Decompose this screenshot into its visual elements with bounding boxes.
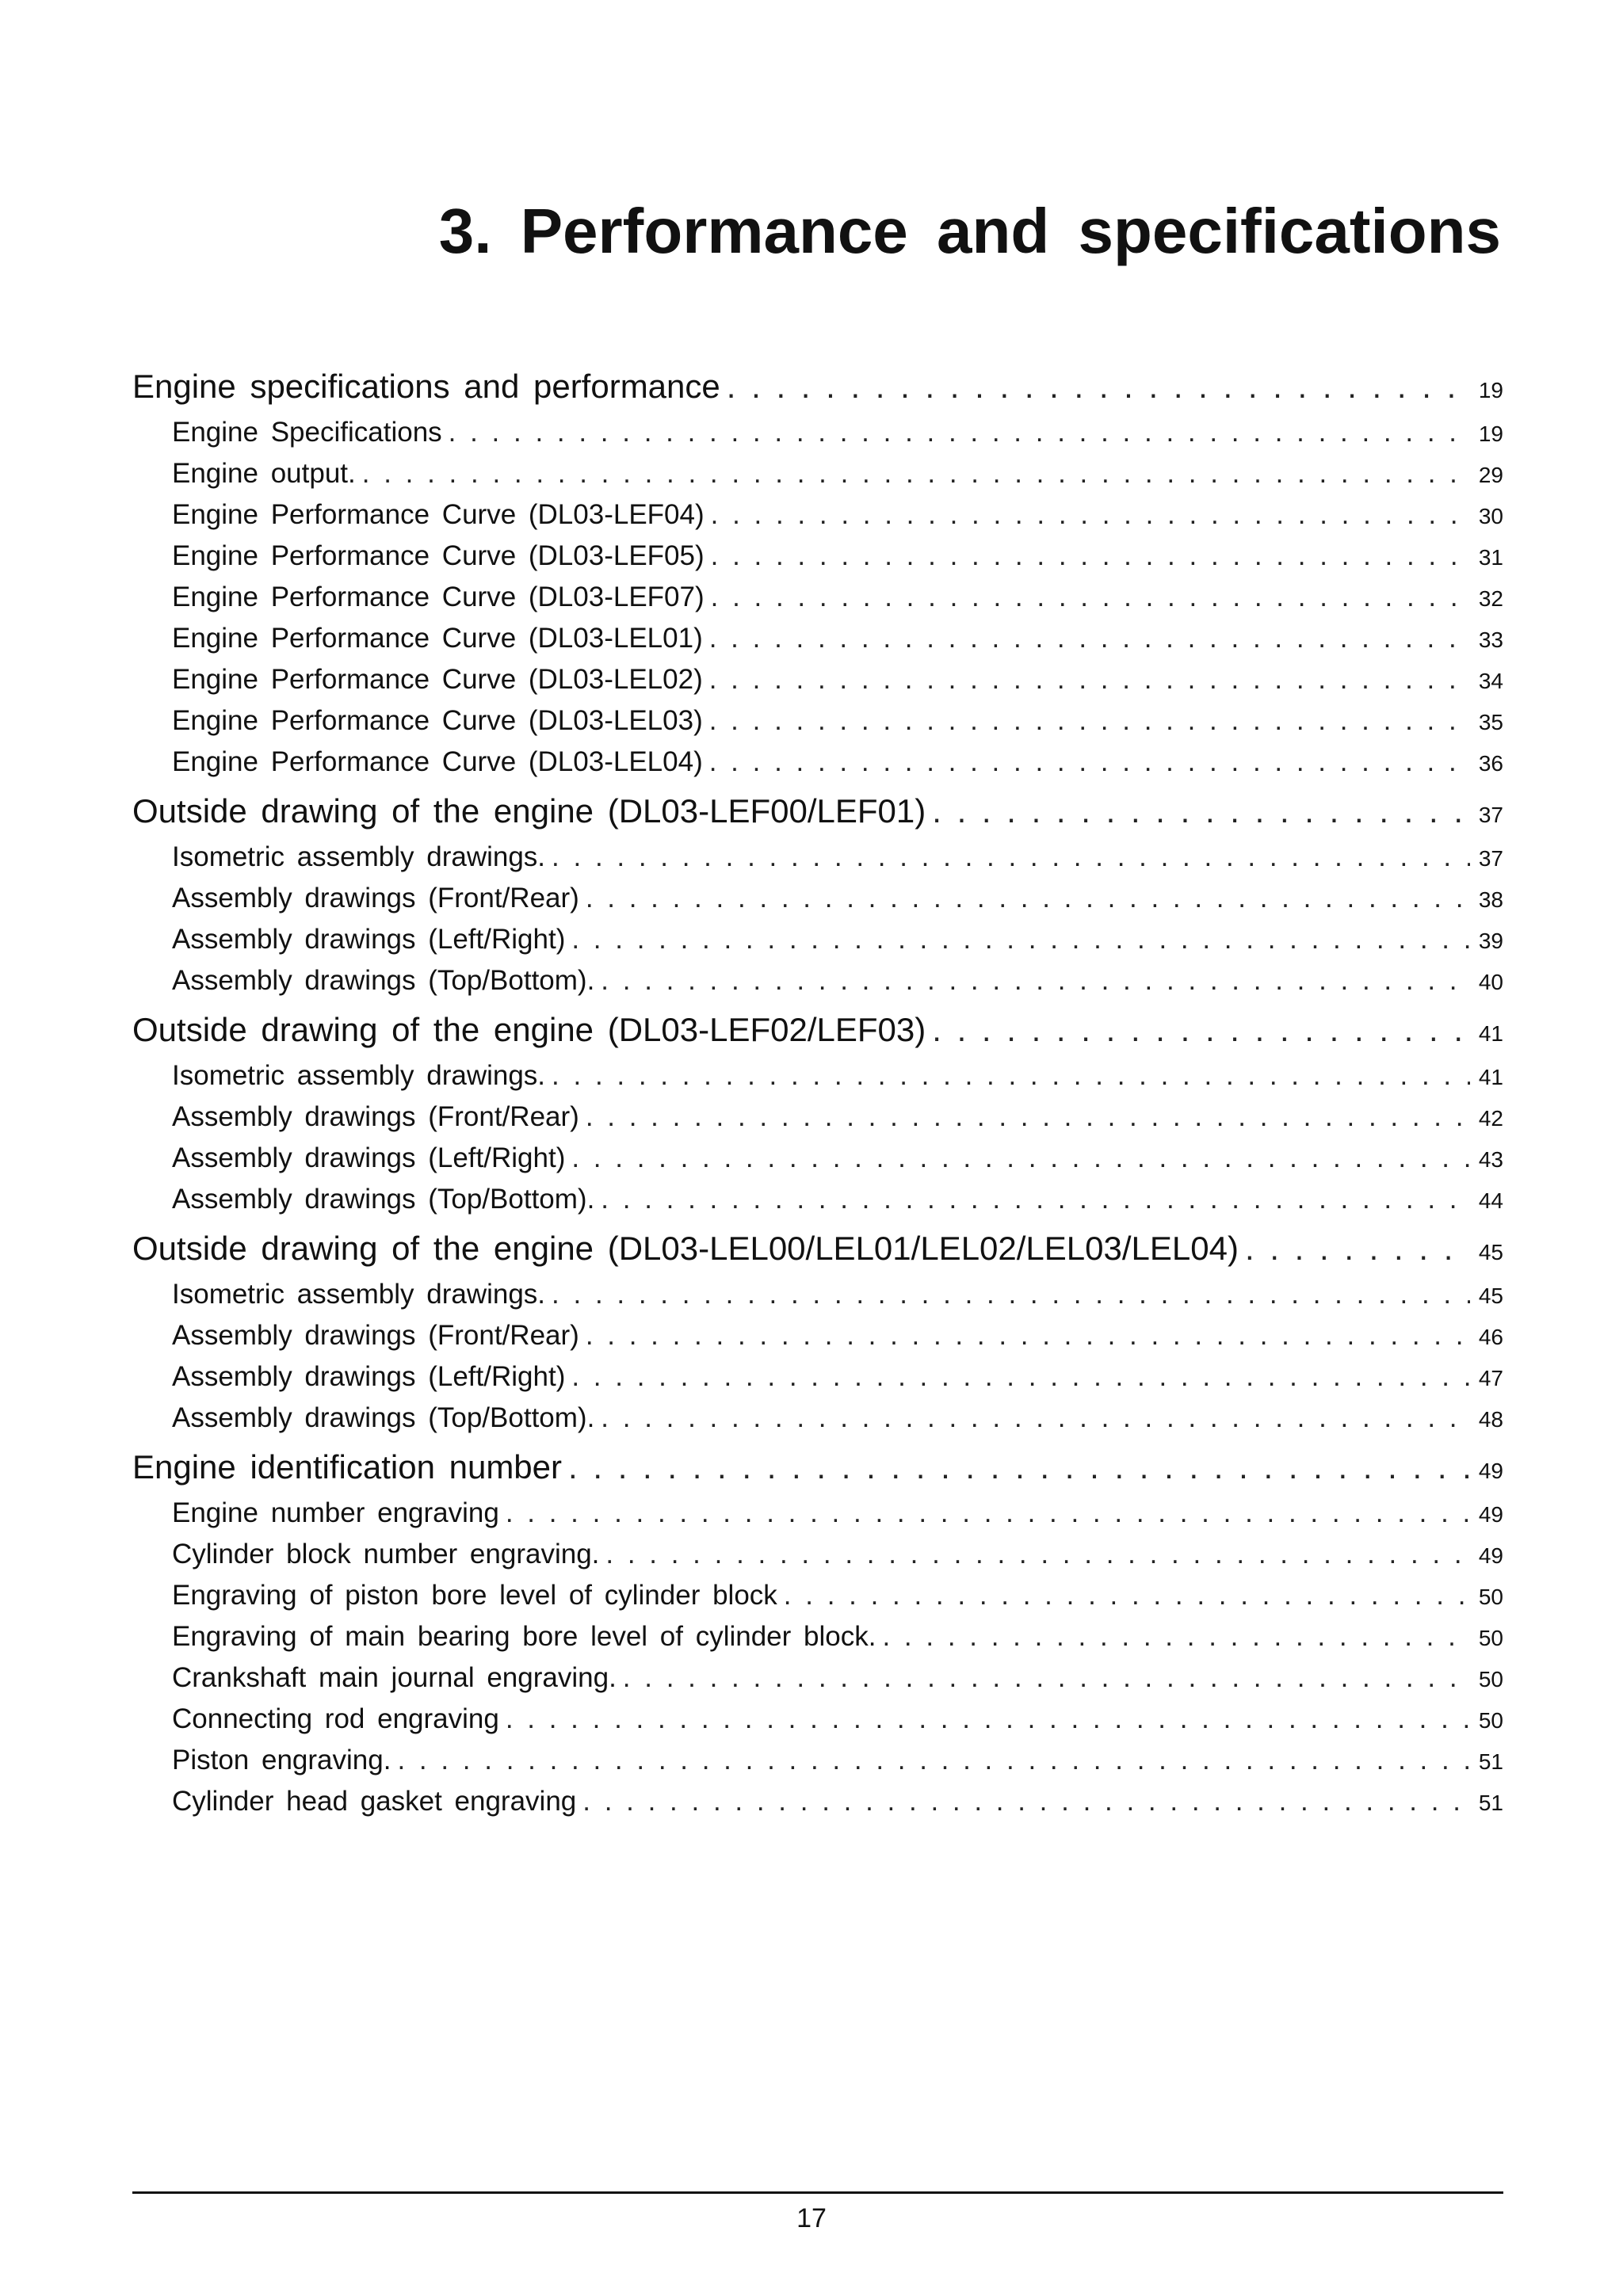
toc-entry-page-number: 41 — [1478, 1065, 1503, 1089]
toc-subsection-entry[interactable] — [132, 1740, 1503, 1781]
toc-section-entry[interactable] — [132, 1442, 1503, 1493]
dot-leader — [362, 453, 1470, 494]
toc-entry-page-number: 46 — [1478, 1325, 1503, 1349]
toc-entry-page-number: 33 — [1478, 627, 1503, 652]
toc-entry-page-number: 44 — [1478, 1188, 1503, 1213]
toc-entry-label: Cylinder block number engraving. — [172, 1539, 600, 1569]
toc-entry-page-number: 49 — [1478, 1459, 1503, 1483]
toc-subsection-entry[interactable] — [132, 1657, 1503, 1699]
dot-leader — [709, 618, 1470, 659]
toc-subsection-entry[interactable] — [132, 878, 1503, 919]
dot-leader — [711, 536, 1470, 577]
dot-leader — [586, 1315, 1470, 1356]
toc-entry-label: Engine Performance Curve (DL03-LEF05) — [172, 540, 705, 571]
toc-entry-page-number: 50 — [1478, 1585, 1503, 1609]
toc-subsection-entry[interactable] — [132, 1179, 1503, 1220]
toc-entry-label: Assembly drawings (Front/Rear) — [172, 1320, 579, 1351]
footer-divider — [132, 2191, 1503, 2194]
toc-entry-label: Engine Performance Curve (DL03-LEL03) — [172, 705, 703, 736]
toc-entry-page-number: 30 — [1478, 504, 1503, 528]
toc-entry-label: Engine Specifications — [172, 417, 442, 448]
toc-entry-page-number: 47 — [1478, 1366, 1503, 1390]
toc-entry-label: Engine identification number — [132, 1448, 563, 1486]
toc-subsection-entry[interactable] — [132, 700, 1503, 742]
toc-subsection-entry[interactable] — [132, 1534, 1503, 1575]
toc-entry-label: Assembly drawings (Front/Rear) — [172, 1101, 579, 1132]
toc-subsection-entry[interactable] — [132, 1398, 1503, 1439]
toc-entry-page-number: 50 — [1478, 1708, 1503, 1733]
toc-subsection-entry[interactable] — [132, 1274, 1503, 1315]
toc-entry-label: Outside drawing of the engine (DL03-LEL00/LEL01/LEL02/LEL03/LEL04) — [132, 1230, 1239, 1267]
dot-leader — [582, 1781, 1470, 1822]
toc-subsection-entry[interactable] — [132, 960, 1503, 1001]
toc-entry-label: Engine number engraving — [172, 1497, 499, 1528]
dot-leader — [506, 1699, 1470, 1740]
toc-subsection-entry[interactable] — [132, 1138, 1503, 1179]
dot-leader — [709, 700, 1470, 742]
dot-leader — [601, 960, 1470, 1001]
dot-leader — [571, 1138, 1470, 1179]
toc-entry-page-number: 35 — [1478, 710, 1503, 734]
toc-subsection-entry[interactable] — [132, 494, 1503, 536]
toc-subsection-entry[interactable] — [132, 1493, 1503, 1534]
toc-entry-page-number: 50 — [1478, 1667, 1503, 1691]
toc-subsection-entry[interactable] — [132, 919, 1503, 960]
toc-entry-label: Engine Performance Curve (DL03-LEL04) — [172, 746, 703, 777]
toc-entry-label: Isometric assembly drawings. — [172, 841, 546, 872]
toc-entry-page-number: 49 — [1478, 1543, 1503, 1568]
toc-entry-label: Assembly drawings (Top/Bottom). — [172, 1184, 595, 1215]
dot-leader — [571, 1356, 1470, 1398]
toc-subsection-entry[interactable] — [132, 1097, 1503, 1138]
toc-entry-page-number: 42 — [1478, 1106, 1503, 1131]
toc-entry-label: Engraving of main bearing bore level of cylinder block. — [172, 1621, 876, 1652]
toc-entry-label: Isometric assembly drawings. — [172, 1279, 546, 1310]
dot-leader — [571, 919, 1470, 960]
page-number: 17 — [796, 2203, 827, 2233]
dot-leader — [586, 1097, 1470, 1138]
dot-leader — [709, 659, 1470, 700]
toc-entry-label: Assembly drawings (Front/Rear) — [172, 883, 579, 913]
toc-entry-label: Engine specifications and performance — [132, 368, 720, 405]
toc-subsection-entry[interactable] — [132, 1616, 1503, 1657]
toc-entry-label: Engine output. — [172, 458, 356, 489]
toc-entry-label: Piston engraving. — [172, 1745, 391, 1775]
toc-entry-page-number: 19 — [1478, 378, 1503, 402]
toc-entry-label: Engine Performance Curve (DL03-LEF07) — [172, 582, 705, 612]
dot-leader — [552, 1274, 1470, 1315]
toc-subsection-entry[interactable] — [132, 659, 1503, 700]
toc-entry-label: Engine Performance Curve (DL03-LEL01) — [172, 623, 703, 654]
toc-entry-label: Engine Performance Curve (DL03-LEF04) — [172, 499, 705, 530]
toc-subsection-entry[interactable] — [132, 412, 1503, 453]
toc-section-entry[interactable] — [132, 786, 1503, 837]
dot-leader — [605, 1534, 1470, 1575]
toc-subsection-entry[interactable] — [132, 1055, 1503, 1097]
dot-leader — [623, 1657, 1470, 1699]
toc-entry-label: Assembly drawings (Top/Bottom). — [172, 1402, 595, 1433]
dot-leader — [552, 837, 1470, 878]
dot-leader — [586, 878, 1470, 919]
dot-leader — [506, 1493, 1470, 1534]
toc-entry-page-number: 43 — [1478, 1147, 1503, 1172]
dot-leader — [784, 1575, 1470, 1616]
dot-leader — [601, 1179, 1470, 1220]
toc-subsection-entry[interactable] — [132, 453, 1503, 494]
toc-entry-label: Assembly drawings (Top/Bottom). — [172, 965, 595, 996]
toc-entry-label: Cylinder head gasket engraving — [172, 1786, 577, 1817]
toc-subsection-entry[interactable] — [132, 618, 1503, 659]
toc-entry-label: Assembly drawings (Left/Right) — [172, 1142, 566, 1173]
toc-subsection-entry[interactable] — [132, 1781, 1503, 1822]
toc-subsection-entry[interactable] — [132, 1699, 1503, 1740]
dot-leader — [727, 361, 1470, 412]
dot-leader — [711, 577, 1470, 618]
toc-entry-page-number: 40 — [1478, 970, 1503, 994]
toc-entry-page-number: 37 — [1478, 803, 1503, 827]
toc-subsection-entry[interactable] — [132, 1575, 1503, 1616]
table-of-contents — [132, 358, 1503, 1822]
toc-subsection-entry[interactable] — [132, 1315, 1503, 1356]
dot-leader — [397, 1740, 1470, 1781]
toc-entry-page-number: 45 — [1478, 1240, 1503, 1264]
dot-leader — [552, 1055, 1470, 1097]
toc-entry-page-number: 32 — [1478, 586, 1503, 611]
toc-entry-label: Assembly drawings (Left/Right) — [172, 924, 566, 955]
toc-subsection-entry[interactable] — [132, 536, 1503, 577]
toc-section-entry[interactable] — [132, 361, 1503, 412]
dot-leader — [1245, 1223, 1470, 1274]
toc-entry-page-number: 34 — [1478, 669, 1503, 693]
toc-entry-page-number: 41 — [1478, 1021, 1503, 1046]
page-title: 3. Performance and specifications — [438, 196, 1501, 266]
toc-subsection-entry[interactable] — [132, 837, 1503, 878]
toc-entry-label: Isometric assembly drawings. — [172, 1060, 546, 1091]
dot-leader — [882, 1616, 1470, 1657]
toc-entry-label: Engraving of piston bore level of cylinder block — [172, 1580, 777, 1611]
toc-entry-page-number: 39 — [1478, 929, 1503, 953]
dot-leader — [932, 1005, 1470, 1055]
toc-entry-label: Outside drawing of the engine (DL03-LEF00/LEF01) — [132, 792, 926, 830]
toc-subsection-entry[interactable] — [132, 1356, 1503, 1398]
toc-entry-page-number: 51 — [1478, 1749, 1503, 1774]
toc-entry-page-number: 31 — [1478, 545, 1503, 570]
toc-entry-page-number: 19 — [1478, 421, 1503, 446]
toc-subsection-entry[interactable] — [132, 577, 1503, 618]
dot-leader — [601, 1398, 1470, 1439]
toc-entry-page-number: 38 — [1478, 887, 1503, 912]
toc-entry-page-number: 50 — [1478, 1626, 1503, 1650]
toc-entry-page-number: 45 — [1478, 1283, 1503, 1308]
dot-leader — [449, 412, 1470, 453]
toc-entry-page-number: 48 — [1478, 1407, 1503, 1432]
toc-entry-label: Assembly drawings (Left/Right) — [172, 1361, 566, 1392]
toc-entry-page-number: 37 — [1478, 846, 1503, 871]
toc-entry-page-number: 51 — [1478, 1791, 1503, 1815]
dot-leader — [568, 1442, 1470, 1493]
toc-entry-label: Connecting rod engraving — [172, 1703, 499, 1734]
toc-section-entry[interactable] — [132, 1005, 1503, 1055]
toc-entry-label: Engine Performance Curve (DL03-LEL02) — [172, 664, 703, 695]
toc-subsection-entry[interactable] — [132, 742, 1503, 783]
toc-entry-label: Crankshaft main journal engraving. — [172, 1662, 617, 1693]
toc-entry-page-number: 36 — [1478, 751, 1503, 776]
toc-entry-page-number: 29 — [1478, 463, 1503, 487]
toc-entry-label: Outside drawing of the engine (DL03-LEF02/LEF03) — [132, 1011, 926, 1048]
dot-leader — [709, 742, 1470, 783]
toc-entry-page-number: 49 — [1478, 1502, 1503, 1527]
dot-leader — [711, 494, 1470, 536]
toc-section-entry[interactable] — [132, 1223, 1503, 1274]
dot-leader — [932, 786, 1470, 837]
